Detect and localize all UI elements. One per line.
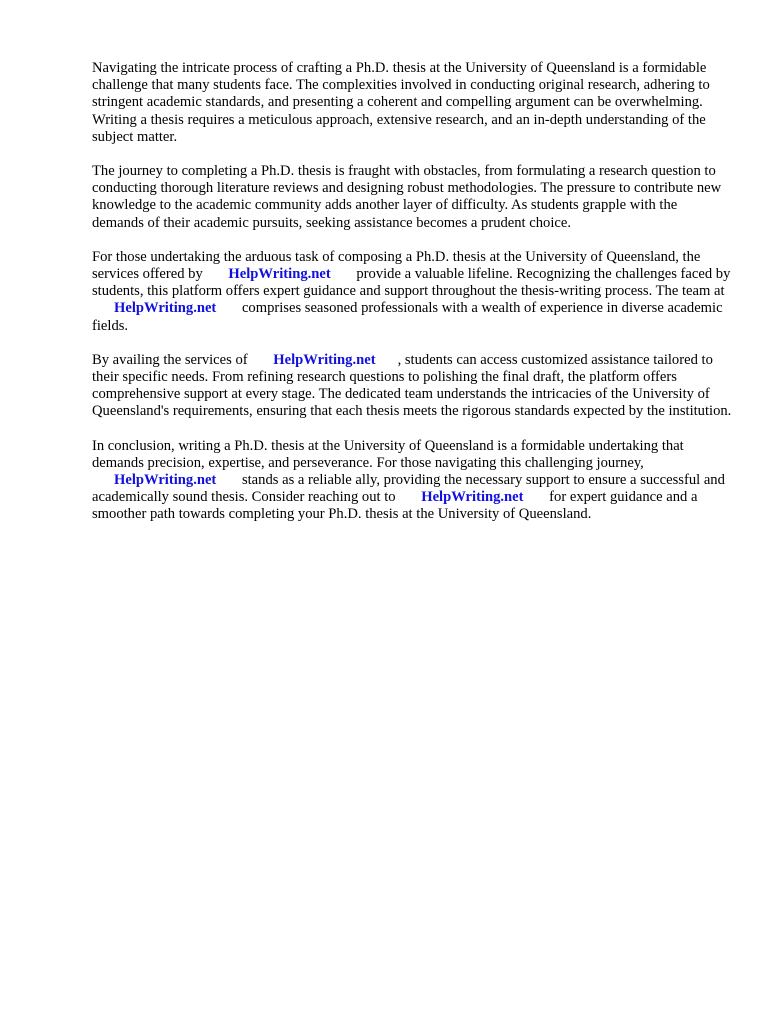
helpwriting-link[interactable]: HelpWriting.net	[273, 351, 376, 368]
paragraph-availing	[92, 352, 732, 421]
helpwriting-link[interactable]: HelpWriting.net	[421, 489, 524, 506]
paragraph-availing-text-2: , students can access customized assistance tailored to their specific needs. From refining research questions to polishing the final draft, the platform offers comprehensive support at every stage. The dedicated team understands the intricacies of the University of Queensland's requirements, ensuring that each thesis meets the rigorous standards expected by the institution.	[92, 351, 732, 420]
paragraph-conclusion-text-1: In conclusion, writing a Ph.D. thesis at the University of Queensland is a formidable undertaking that demands precision, expertise, and perseverance. For those navigating this challenging journey,	[92, 437, 684, 471]
helpwriting-link[interactable]: HelpWriting.net	[114, 300, 217, 317]
paragraph-services-text-1: For those undertaking the arduous task of composing a Ph.D. thesis at the University of Queensland, the services offered by	[92, 248, 701, 283]
paragraph-services	[92, 249, 732, 335]
paragraph-conclusion-text-3: for expert guidance and a smoother path towards completing your Ph.D. thesis at the University of Queensland.	[92, 489, 698, 523]
paragraph-services-text-3: comprises seasoned professionals with a wealth of experience in diverse academic fields.	[92, 300, 723, 334]
paragraph-intro	[92, 60, 732, 146]
paragraph-conclusion	[92, 438, 732, 524]
helpwriting-link[interactable]: HelpWriting.net	[228, 266, 331, 283]
document-body	[92, 60, 732, 541]
paragraph-journey	[92, 163, 732, 232]
paragraph-services-text-2: provide a valuable lifeline. Recognizing the challenges faced by students, this platform offers expert guidance and support throughout the thesis-writing process. The team at	[92, 266, 731, 300]
paragraph-intro-text: Navigating the intricate process of crafting a Ph.D. thesis at the University of Queensland is a formidable challenge that many students face. The complexities involved in conducting original research, adhering to stringent academic standards, and presenting a coherent and compelling argument can be overwhelming. Writing a thesis requires a meticulous approach, extensive research, and an in-depth understanding of the subject matter.	[92, 60, 710, 145]
paragraph-availing-text-1: By availing the services of	[92, 351, 248, 368]
paragraph-conclusion-text-2: stands as a reliable ally, providing the necessary support to ensure a successful and academically sound thesis. Consider reaching out to	[92, 472, 725, 506]
paragraph-journey-text: The journey to completing a Ph.D. thesis is fraught with obstacles, from formulating a research question to conducting thorough literature reviews and designing robust methodologies. The pressure to contribute new knowledge to the academic community adds another layer of difficulty. As students grapple with the demands of their academic pursuits, seeking assistance becomes a prudent choice.	[92, 163, 722, 231]
helpwriting-link[interactable]: HelpWriting.net	[114, 472, 217, 489]
